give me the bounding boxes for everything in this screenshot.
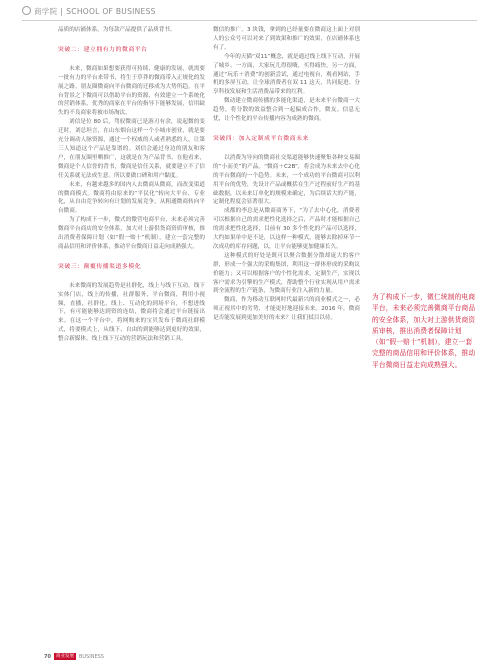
- footer-brand: 商业发展: [55, 654, 74, 659]
- paragraph: 品质的店铺体系，为每款产品提供了品质背书。: [58, 27, 176, 33]
- page-header: [22, 6, 477, 21]
- page-footer: [44, 652, 104, 661]
- section-name-cn: 商学院: [34, 7, 58, 16]
- paragraph: 未来微商的发展趋势是社群化，线上与线下互动。线下实体门店，线上的传播，社群服务，平台微商，利用小视频，直播，社群化，线上、互动化的到场平台，不想进线下，有可能能够达到资的连结，微商将会通过平台链接出来。在这一个平台中，将网购来的宝贝发布于微商社群模式，将要模式上，从线下、自由的到能够达到更好的效果，整合新媒体，线上线下互动的营销玩法和营销工具。: [58, 282, 205, 343]
- paragraph: 这种模式的好处是既可以聚合数据分散却庞大的客户群，形成一个强大的采购集团，利用这一群体形成的采购议价能力；又可以根据客户的个性化需求，定制生产，实现以客户需求为引擎的生产模式，帮助整个行业实现从用户需求到全流程的生产链条，为微商行业注入新的力量。: [213, 252, 360, 295]
- paragraph: 今年的天猫“双11”概念，就是通过线上线下互动，开展了城乡、一方面，大家玩儿得很嗨，买得痛快，另一方面，通过“玩乐＋消费”的创新尝试，通过电视台，观看网站，手机的多屏互动，让全球消费者在双 11 这天，共同促进、分享科技发展和生活消费品带来的红利。: [213, 53, 360, 96]
- section-name-en: SCHOOL OF BUSINESS: [66, 7, 156, 16]
- column-middle: [213, 26, 360, 323]
- paragraph: 微信的推广。3 块钱，拿到的已经量要在微商这上面上对别人的公众号可以对来了到效果和推广的效果，在店铺体系也有了。: [213, 27, 360, 51]
- circle-logo-icon: [22, 6, 31, 15]
- paragraph: 微动建立微商传播的多能化渠道，是未来平台微商一大趋势。将分散的效益整合到一起偏成合作，微友。信息无忧，让个性化的平台传播内容为成熟的微商。: [213, 98, 360, 123]
- footer-brand-en: BUSINESS: [78, 653, 104, 660]
- pull-quote: 为了构成下一步，微仁统制的电商平台，未来必须完善微商平台商品的安全体系，加大对上游供货商资质审核，推出消费者保障计划（如“假一赔十”机制），建立一套完整的商品信用和评价体系，推动平台微商日益走向成熟强大。: [372, 293, 476, 369]
- paragraph: 刘信是位 80 后，驾驭微商已是游刃有余，说起微的变迁时，刘总坦言，在山东烟台这样一个小城市创业，就是要充分调动人脉资源，通过一个权威的人或者熟悉的人，让第三人知道这个产品是靠谱的。刘信会通过身边的朋友和客户，在朋友圈里晒推广，这就是在为产品背书。在他看来，微商是个人信誉的背书，微商是信任关系，就要建立不了信任关系就无法成生意。所以要做口碑和用户黏度。: [58, 119, 205, 179]
- section-heading: 突破四：加入定制成平台微商未来: [213, 135, 309, 142]
- column-left: [58, 26, 205, 344]
- paragraph: 成都的李总是从微商商务下，“为了去中心化，消费者可以根据自己的需求把性化选择之后，产品时才能根据自己的需求把性化选择，目前有 30 多个性化的产品可以选择，大约如果单中是不是，以这样一种模式，能够去除掉环节一次成功的库存问题，以，让平台能够更加健康长久。: [213, 208, 360, 250]
- paragraph: 微商，作为移动互联网时代最新兴的商业模式之一，必须正视其中的劣势，才能更好地迎接未来。2016 年，微商是否能发展到更加美好的未来？让我们拭目以待。: [213, 297, 360, 322]
- page-number: 70: [44, 653, 51, 660]
- paragraph: 未来，有越来越多的国内人去微商从微商，而改变渠道的微商模式。微商将由原来的“平民化”转向大平台、专业化，从自由竞争转向有计划的发展竞争，从粗通微商转向平台微商。: [58, 181, 205, 215]
- header-separator: |: [60, 7, 64, 16]
- paragraph: 未来，微商如果想要获得可持续、健康的发展，就需要一批有力的平台来带书，将生于草莽的微商带入正规化的发展之路。朋友圈微商向平台微商的迁移成为大势所趋。在平台背景之下微商可以借助平台的资源，有效建立一个系统化的营销体系，优秀的商家在平台的指导下能够发展，信用缺失的不良商家将被市场淘汰。: [58, 65, 205, 117]
- paragraph: 为了构成下一步，微式的微营电商平台，未来必须完善微商平台商店的安全体系，加大对上游供货商资质审核，推出消费者保障计划（如“假一赔十”机制），建立一套完整的商品信用和评价体系，推动平台微商日益走向成熟强大。: [58, 217, 205, 250]
- section-heading: 突破三：颠覆传播渠道多模化: [58, 263, 142, 270]
- section-heading: 突破二：建立拥有力的微商平台: [58, 46, 148, 53]
- paragraph: 以消费为导向的微商社交渠道能够快速聚集各种交易圈的“小而美”的产品。“微商＋C2B”，将会成为未来去中心化的平台微商的一个趋势。未来，一个成功的平台微商可以利用平台的优势，先设计产品或概括在生产过程前好生产的基础数据，以未来订单化的规模来确定，为后续话大的产能，定制化程度会显著很大。: [213, 154, 360, 206]
